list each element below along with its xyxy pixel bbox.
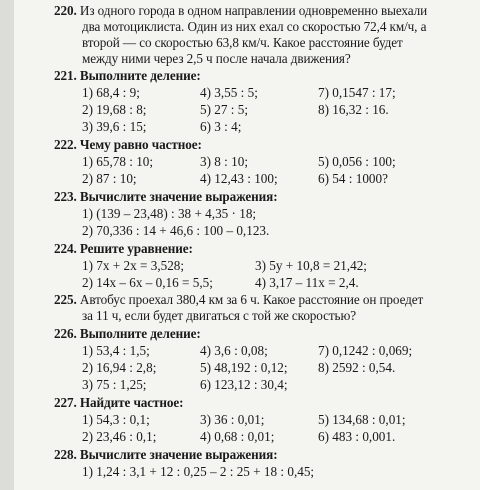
item: 1) 65,78 : 10; — [82, 154, 154, 169]
item: 2) 19,68 : 8; — [82, 102, 147, 117]
problem-222-heading: 222. Чему равно частное: — [54, 137, 202, 152]
item: 6) 3 : 4; — [200, 119, 242, 134]
item: 3) 39,6 : 15; — [82, 119, 147, 134]
item: 3) 5y + 10,8 = 21,42; — [255, 258, 367, 273]
item: 3) 75 : 1,25; — [82, 377, 147, 392]
item: 1) 53,4 : 1,5; — [82, 343, 150, 358]
item: 6) 54 : 1000? — [318, 171, 388, 186]
problem-228-heading: 228. Вычислите значение выражения: — [54, 447, 278, 462]
item: 8) 2592 : 0,54. — [318, 360, 396, 375]
item: 2) 14x – 6x – 0,16 = 5,5; — [82, 275, 213, 290]
item: 1) 68,4 : 9; — [82, 85, 140, 100]
problem-220-line-2: два мотоциклиста. Один из них ехал со скоростью 72,4 км/ч, а — [82, 19, 427, 34]
item: 8) 16,32 : 16. — [318, 102, 389, 117]
item: 6) 483 : 0,001. — [318, 429, 396, 444]
problem-221-heading: 221. Выполните деление: — [54, 68, 201, 83]
problem-224-heading: 224. Решите уравнение: — [54, 241, 193, 256]
item: 4) 3,55 : 5; — [200, 85, 258, 100]
item: 1) 54,3 : 0,1; — [82, 412, 150, 427]
item: 3) 36 : 0,01; — [200, 412, 265, 427]
item: 7) 0,1242 : 0,069; — [318, 343, 413, 358]
item: 4) 3,6 : 0,08; — [200, 343, 268, 358]
problem-225-line-2: за 11 ч, если будет двигаться с той же скоростью? — [82, 308, 356, 323]
item: 3) 8 : 10; — [200, 154, 248, 169]
problem-223-heading: 223. Вычислите значение выражения: — [54, 189, 278, 204]
item: 1) 7x + 2x = 3,528; — [82, 258, 185, 273]
item: 1) 1,24 : 3,1 + 12 : 0,25 – 2 : 25 + 18 : 0,45; — [82, 464, 315, 479]
item: 5) 27 : 5; — [200, 102, 248, 117]
item: 4) 3,17 – 11x = 2,4. — [255, 275, 359, 290]
problem-225-line-1: 225. Автобус проехал 380,4 км за 6 ч. Какое расстояние он проедет — [54, 292, 424, 307]
problem-220-line-3: второй — со скоростью 63,8 км/ч. Какое расстояние будет — [82, 35, 403, 50]
item: 1) (139 – 23,48) : 38 + 4,35 · 18; — [82, 206, 257, 221]
page-shadow-edge — [0, 0, 14, 490]
item: 5) 48,192 : 0,12; — [200, 360, 288, 375]
item: 2) 70,336 : 14 + 46,6 : 100 – 0,123. — [82, 223, 270, 238]
item: 4) 0,68 : 0,01; — [200, 429, 275, 444]
item: 6) 123,12 : 30,4; — [200, 377, 288, 392]
item: 2) 16,94 : 2,8; — [82, 360, 157, 375]
item: 7) 0,1547 : 17; — [318, 85, 396, 100]
item: 4) 12,43 : 100; — [200, 171, 278, 186]
problem-226-heading: 226. Выполните деление: — [54, 326, 201, 341]
item: 2) 23,46 : 0,1; — [82, 429, 157, 444]
problem-227-heading: 227. Найдите частное: — [54, 395, 184, 410]
item: 5) 134,68 : 0,01; — [318, 412, 406, 427]
item: 5) 0,056 : 100; — [318, 154, 396, 169]
item: 2) 87 : 10; — [82, 171, 137, 186]
problem-number: 220. — [54, 3, 77, 18]
problem-220-line-4: между ними через 2,5 ч после начала движения? — [82, 51, 351, 66]
problem-220-line-1: 220. Из одного города в одном направлении одновременно выехали — [54, 3, 428, 18]
